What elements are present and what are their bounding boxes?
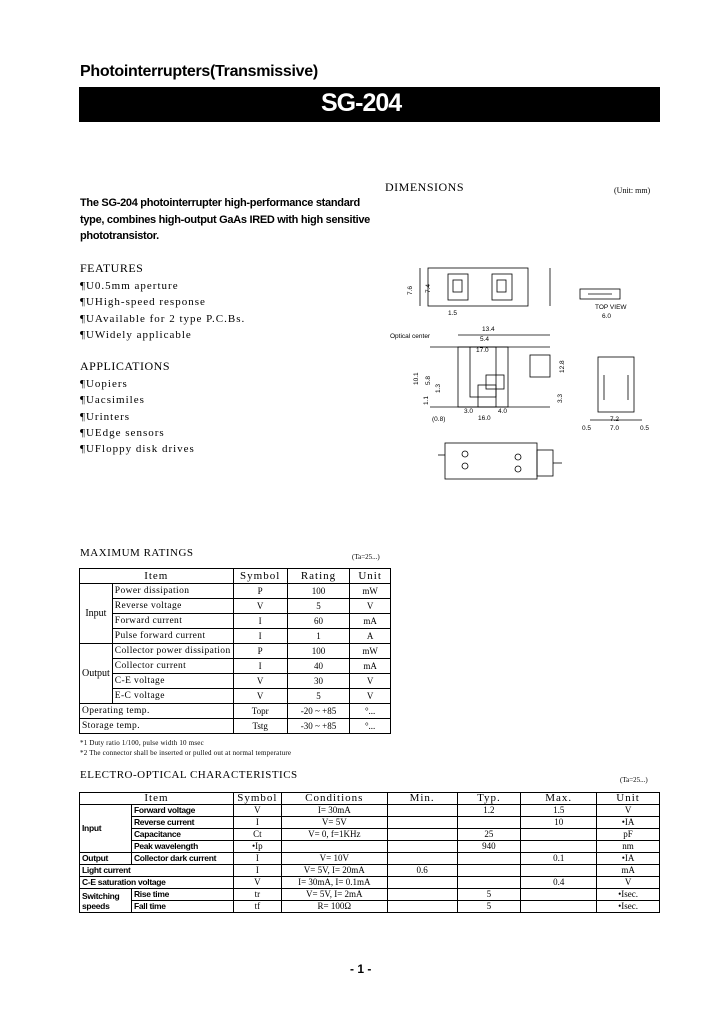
table-cell: Topr bbox=[233, 704, 287, 719]
table-row bbox=[80, 901, 660, 913]
dim-label: 3.3 bbox=[557, 393, 564, 403]
group-label: Light current bbox=[80, 865, 234, 877]
dim-label: (0.8) bbox=[432, 416, 446, 423]
table-cell: Operating temp. bbox=[80, 704, 234, 719]
dim-label: 6.0 bbox=[602, 313, 612, 320]
column-header: Symbol bbox=[233, 793, 281, 805]
table-cell bbox=[457, 877, 521, 889]
table-cell: •IA bbox=[597, 817, 660, 829]
page-number: - 1 - bbox=[350, 962, 372, 976]
table-row bbox=[80, 877, 660, 889]
max-ratings-table bbox=[79, 568, 391, 734]
footnote: *1 Duty ratio 1/100, pulse width 10 msec bbox=[80, 739, 204, 747]
dim-label: 0.5 bbox=[640, 425, 650, 432]
table-cell bbox=[387, 889, 457, 901]
table-cell: V= 0, f=1KHz bbox=[281, 829, 387, 841]
table-cell: nm bbox=[597, 841, 660, 853]
applications-heading: APPLICATIONS bbox=[80, 359, 171, 373]
dim-label: 5.8 bbox=[425, 375, 432, 385]
column-header: Rating bbox=[287, 569, 350, 584]
dim-label: Optical center bbox=[390, 333, 431, 340]
table-cell bbox=[387, 841, 457, 853]
dimensions-heading: DIMENSIONS bbox=[385, 180, 465, 194]
table-row bbox=[80, 865, 660, 877]
document-type-heading: Photointerrupters(Transmissive) bbox=[80, 63, 318, 80]
dim-label: TOP VIEW bbox=[595, 304, 627, 311]
table-cell: I= 30mA, I= 0.1mA bbox=[281, 877, 387, 889]
table-cell: 5 bbox=[457, 889, 521, 901]
table-cell: 0.6 bbox=[387, 865, 457, 877]
table-cell: mW bbox=[350, 644, 391, 659]
table-cell: P bbox=[233, 584, 287, 599]
table-cell: -20 ~ +85 bbox=[287, 704, 350, 719]
list-item: ¶UHigh-speed response bbox=[80, 296, 206, 309]
table-cell bbox=[521, 901, 597, 913]
list-item: ¶UAvailable for 2 type P.C.Bs. bbox=[80, 312, 246, 325]
table-cell: 5 bbox=[287, 689, 350, 704]
table-cell: Forward voltage bbox=[131, 805, 233, 817]
dim-label: 7.0 bbox=[610, 425, 620, 432]
table-row bbox=[80, 889, 660, 901]
list-item: ¶Uacsimiles bbox=[80, 394, 145, 407]
eo-table bbox=[79, 792, 660, 913]
table-cell: V= 5V, I= 2mA bbox=[281, 889, 387, 901]
table-cell bbox=[387, 853, 457, 865]
dimensions-unit: (Unit: mm) bbox=[614, 186, 651, 195]
table-cell: 5 bbox=[287, 599, 350, 614]
group-label: Input bbox=[80, 584, 113, 644]
table-cell: Fall time bbox=[131, 901, 233, 913]
table-cell: mA bbox=[597, 865, 660, 877]
table-cell: 10 bbox=[521, 817, 597, 829]
column-header: Min. bbox=[387, 793, 457, 805]
table-row bbox=[80, 674, 391, 689]
list-item: ¶UWidely applicable bbox=[80, 328, 192, 341]
table-cell: I bbox=[233, 659, 287, 674]
table-cell: V= 5V bbox=[281, 817, 387, 829]
table-cell bbox=[387, 829, 457, 841]
group-label: Input bbox=[80, 805, 132, 853]
column-header: Typ. bbox=[457, 793, 521, 805]
dim-label: 1.5 bbox=[448, 310, 458, 317]
table-row bbox=[80, 614, 391, 629]
dim-label: 10.1 bbox=[413, 372, 420, 385]
table-cell: V bbox=[233, 877, 281, 889]
table-row bbox=[80, 817, 660, 829]
table-cell: E-C voltage bbox=[112, 689, 233, 704]
table-cell: Collector current bbox=[112, 659, 233, 674]
dim-label: 7.6 bbox=[407, 285, 414, 295]
table-cell bbox=[387, 901, 457, 913]
list-item: ¶UFloppy disk drives bbox=[80, 443, 195, 456]
table-cell bbox=[387, 877, 457, 889]
dim-label: 16.0 bbox=[478, 415, 491, 422]
table-cell: Rise time bbox=[131, 889, 233, 901]
table-cell: Reverse voltage bbox=[112, 599, 233, 614]
table-cell: I bbox=[233, 629, 287, 644]
table-cell: 940 bbox=[457, 841, 521, 853]
table-row bbox=[80, 689, 391, 704]
table-row bbox=[80, 719, 391, 734]
table-cell: -30 ~ +85 bbox=[287, 719, 350, 734]
table-row bbox=[80, 841, 660, 853]
table-cell: V bbox=[233, 674, 287, 689]
dim-label: 0.5 bbox=[582, 425, 592, 432]
table-cell bbox=[457, 853, 521, 865]
table-cell: I= 30mA bbox=[281, 805, 387, 817]
table-cell bbox=[521, 889, 597, 901]
table-row bbox=[80, 853, 660, 865]
table-cell: V bbox=[597, 877, 660, 889]
max-ratings-heading: MAXIMUM RATINGS bbox=[80, 547, 194, 559]
table-cell: pF bbox=[597, 829, 660, 841]
table-row bbox=[80, 704, 391, 719]
group-label: Output bbox=[80, 644, 113, 704]
table-cell: 25 bbox=[457, 829, 521, 841]
table-cell: 5 bbox=[457, 901, 521, 913]
table-cell: A bbox=[350, 629, 391, 644]
dim-label: 1.3 bbox=[435, 383, 442, 393]
table-cell: Collector power dissipation bbox=[112, 644, 233, 659]
column-header: Item bbox=[80, 793, 234, 805]
table-cell bbox=[457, 865, 521, 877]
max-ratings-condition: (Ta=25...) bbox=[352, 553, 380, 561]
table-cell: •Isec. bbox=[597, 901, 660, 913]
table-cell bbox=[521, 865, 597, 877]
dim-label: 12.8 bbox=[559, 360, 566, 373]
table-cell: 0.4 bbox=[521, 877, 597, 889]
column-header: Unit bbox=[350, 569, 391, 584]
list-item: ¶Uopiers bbox=[80, 378, 128, 390]
footnote: *2 The connector shall be inserted or pulled out at normal temperature bbox=[80, 749, 292, 757]
dim-label: 7.2 bbox=[610, 416, 620, 423]
table-cell: 30 bbox=[287, 674, 350, 689]
table-cell: V bbox=[350, 689, 391, 704]
table-header-row bbox=[80, 793, 660, 805]
eo-heading: ELECTRO-OPTICAL CHARACTERISTICS bbox=[80, 769, 298, 781]
dimension-drawing bbox=[390, 255, 670, 495]
features-list bbox=[80, 278, 245, 343]
table-cell: Tstg bbox=[233, 719, 287, 734]
column-header: Max. bbox=[521, 793, 597, 805]
table-cell: Collector dark current bbox=[131, 853, 233, 865]
table-cell: mA bbox=[350, 614, 391, 629]
table-row bbox=[80, 829, 660, 841]
table-cell: I bbox=[233, 614, 287, 629]
dim-label: 13.4 bbox=[482, 326, 495, 333]
table-cell: V= 5V, I= 20mA bbox=[281, 865, 387, 877]
table-cell: Storage temp. bbox=[80, 719, 234, 734]
table-cell: Pulse forward current bbox=[112, 629, 233, 644]
intro-paragraph: The SG-204 photointerrupter high-performance standard type, combines high-output GaAs IRED with high sensitive phototransistor. bbox=[80, 197, 371, 242]
table-cell: Ct bbox=[233, 829, 281, 841]
dim-label: 3.0 bbox=[464, 408, 474, 415]
table-cell: V= 10V bbox=[281, 853, 387, 865]
table-row bbox=[80, 805, 660, 817]
table-cell: Capacitance bbox=[131, 829, 233, 841]
table-cell: P bbox=[233, 644, 287, 659]
table-cell bbox=[387, 805, 457, 817]
table-cell: R= 100Ω bbox=[281, 901, 387, 913]
table-row bbox=[80, 644, 391, 659]
features-heading: FEATURES bbox=[80, 261, 144, 275]
table-cell: I bbox=[233, 817, 281, 829]
table-cell: Power dissipation bbox=[112, 584, 233, 599]
table-cell: V bbox=[350, 674, 391, 689]
group-label: C-E saturation voltage bbox=[80, 877, 234, 889]
table-cell: Forward current bbox=[112, 614, 233, 629]
table-cell: 1 bbox=[287, 629, 350, 644]
table-cell: tf bbox=[233, 901, 281, 913]
table-cell bbox=[521, 829, 597, 841]
table-cell: Reverse current bbox=[131, 817, 233, 829]
table-cell: C-E voltage bbox=[112, 674, 233, 689]
title-bar bbox=[79, 87, 660, 122]
table-cell: V bbox=[233, 599, 287, 614]
table-row bbox=[80, 629, 391, 644]
table-cell: 1.5 bbox=[521, 805, 597, 817]
table-row bbox=[80, 659, 391, 674]
dim-label: 4.0 bbox=[498, 408, 508, 415]
table-cell: 100 bbox=[287, 644, 350, 659]
dim-label: 7.4 bbox=[425, 283, 432, 293]
part-number-title: SG-204 bbox=[321, 89, 402, 117]
column-header: Conditions bbox=[281, 793, 387, 805]
table-cell: 40 bbox=[287, 659, 350, 674]
table-cell: °... bbox=[350, 704, 391, 719]
dim-label: 17.0 bbox=[476, 347, 489, 354]
table-cell: V bbox=[233, 805, 281, 817]
table-cell bbox=[521, 841, 597, 853]
eo-condition: (Ta=25...) bbox=[620, 776, 648, 784]
list-item: ¶UEdge sensors bbox=[80, 426, 165, 439]
applications-list bbox=[80, 376, 195, 457]
column-header: Item bbox=[80, 569, 234, 584]
dim-label: 5.4 bbox=[480, 336, 490, 343]
table-cell: °... bbox=[350, 719, 391, 734]
table-cell: Peak wavelength bbox=[131, 841, 233, 853]
group-label: Switching speeds bbox=[80, 889, 132, 913]
column-header: Unit bbox=[597, 793, 660, 805]
table-header-row bbox=[80, 569, 391, 584]
table-cell: V bbox=[233, 689, 287, 704]
group-label: Output bbox=[80, 853, 132, 865]
column-header: Symbol bbox=[233, 569, 287, 584]
table-cell: mW bbox=[350, 584, 391, 599]
table-cell: V bbox=[350, 599, 391, 614]
table-row bbox=[80, 599, 391, 614]
table-cell: mA bbox=[350, 659, 391, 674]
list-item: ¶U0.5mm aperture bbox=[80, 280, 179, 292]
table-cell bbox=[387, 817, 457, 829]
list-item: ¶Urinters bbox=[80, 410, 131, 423]
table-cell: •IA bbox=[597, 853, 660, 865]
table-cell: I bbox=[233, 853, 281, 865]
dim-label: 1.1 bbox=[423, 395, 430, 405]
table-cell: 100 bbox=[287, 584, 350, 599]
table-row bbox=[80, 584, 391, 599]
table-cell: V bbox=[597, 805, 660, 817]
table-cell: 1.2 bbox=[457, 805, 521, 817]
table-cell: 60 bbox=[287, 614, 350, 629]
table-cell bbox=[281, 841, 387, 853]
table-cell: I bbox=[233, 865, 281, 877]
table-cell: •Ip bbox=[233, 841, 281, 853]
table-cell: •Isec. bbox=[597, 889, 660, 901]
table-cell: tr bbox=[233, 889, 281, 901]
table-cell: 0.1 bbox=[521, 853, 597, 865]
table-cell bbox=[457, 817, 521, 829]
